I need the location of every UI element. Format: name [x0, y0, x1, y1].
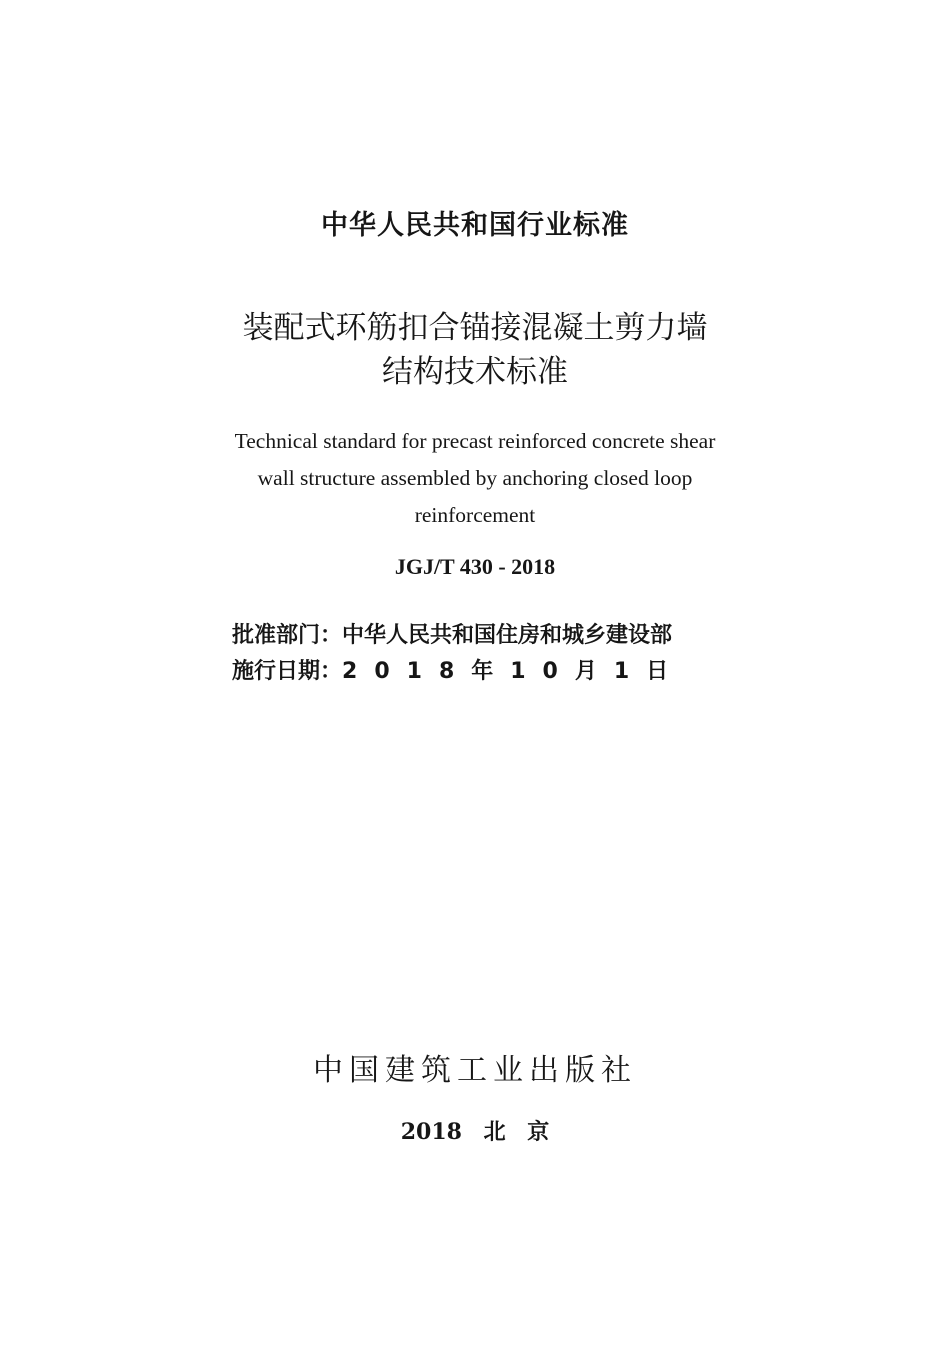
publisher: 中国建筑工业出版社 [313, 1053, 637, 1088]
english-title-line-2: wall structure assembled by anchoring closed loop [257, 466, 693, 490]
approval-department [232, 618, 672, 649]
chinese-title-line-2: 结构技术标准 [382, 354, 568, 390]
publish-place-year: 2018 北 京 [400, 1119, 550, 1145]
effective-label: 施行日期： [232, 659, 343, 684]
approval-value: 中华人民共和国住房和城乡建设部 [342, 623, 673, 648]
english-title [0, 423, 950, 534]
english-title-line-3: reinforcement [414, 503, 536, 527]
chinese-title-line-1: 装配式环筋扣合锚接混凝土剪力墙 [242, 310, 708, 346]
english-title-line-1: Technical standard for precast reinforced concrete shear [234, 429, 716, 453]
effective-date [232, 654, 685, 685]
chinese-title [0, 306, 950, 394]
standard-code: JGJ/T 430 - 2018 [394, 554, 556, 579]
standard-type: 中华人民共和国行业标准 [321, 210, 629, 241]
approval-label: 批准部门： [232, 623, 343, 648]
effective-value: 2018年10月1日 [342, 659, 686, 684]
